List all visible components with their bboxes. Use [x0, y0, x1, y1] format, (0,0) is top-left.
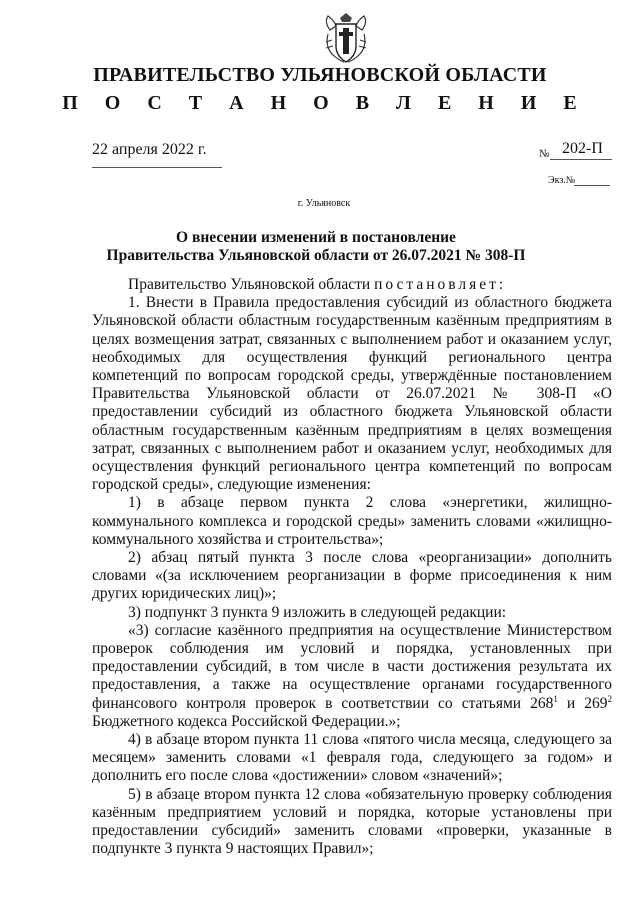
subject-line-2: Правительства Ульяновской области от 26.07.2021 № 308-П: [106, 247, 526, 264]
document-body: [92, 276, 612, 859]
quote-part-c: Бюджетного кодекса Российской Федерации.»;: [92, 712, 401, 730]
superscript-1: 1: [553, 693, 558, 704]
subitem-1-paragraph: 1) в абзаце первом пункта 2 слова «энергетики, жилищно-коммунального комплекса и городской среды» заменить словами «жилищно-коммунального хозяйства и строительства»;: [92, 494, 612, 548]
item-1-paragraph: 1. Внести в Правила предоставления субсидий из областного бюджета Ульяновской области областным государственным казённым предприятиям в целях возмещения затрат, связанных с выполнением работ и оказанием услуг, необходимых для осуществления функций регионального центра компетенций по вопросам городской среды, утверждённые постановлением Правительства Ульяновской области от 26.07.2021 № 308-П «О предоставлении субсидий из областного бюджета Ульяновской области областным государственным казённым предприятиям в целях возмещения затрат, связанных с выполнением работ и оказанием услуг, необходимых для осуществления функций регионального центра компетенций по вопросам городской среды», следующие изменения:: [92, 294, 612, 494]
subitem-3-paragraph: 3) подпункт 3 пункта 9 изложить в следующей редакции:: [128, 603, 507, 621]
document-subject: [92, 229, 540, 265]
superscript-2: 2: [607, 693, 612, 704]
document-number: 202-П: [562, 140, 603, 157]
subject-line-1: О внесении изменений в постановление: [176, 229, 456, 246]
document-date: 22 апреля 2022 г.: [92, 141, 207, 158]
city-name: г. Ульяновск: [297, 198, 351, 209]
subitem-4-paragraph: 4) в абзаце втором пункта 11 слова «пятого числа месяца, следующего за месяцем» заменить словами «1 февраля года, следующего за годом» и дополнить его после слова «достижении» словом «значений»;: [92, 731, 612, 785]
intro-verb: постановляет:: [374, 276, 507, 293]
intro-prefix: Правительство Ульяновской области: [128, 276, 371, 293]
subitem-2-paragraph: 2) абзац пятый пункта 3 после слова «реорганизации» дополнить словами «(за исключением реорганизации в форме присоединения к ним других юридических лиц)»;: [92, 549, 612, 603]
quote-part-a: «3) согласие казённого предприятия на осуществление Министерством проверок соблюдения им условий и порядка, установленных при предоставлении субсидий, в том числе в части достижения результата их предоставления, а также на осуществление органами государственного финансового контроля проверок в соответствии со статьями 268: [92, 621, 612, 712]
number-sign: №: [539, 148, 550, 160]
date-underline: [92, 167, 222, 168]
intro-paragraph: [92, 276, 612, 294]
subitem-5-paragraph: 5) в абзаце втором пункта 12 слова «обязательную проверку соблюдения казённым предприятием условий и порядка, которые установлены при предоставлении субсидий» заменить словами «проверки, указанные в подпункте 3 пункта 9 настоящих Правил»;: [92, 785, 612, 858]
copy-number-label: Экз.№: [548, 175, 576, 186]
copy-number-underline: [574, 185, 610, 186]
organization-title: ПРАВИТЕЛЬСТВО УЛЬЯНОВСКОЙ ОБЛАСТИ: [93, 64, 547, 86]
quote-part-b: и 269: [557, 694, 608, 712]
coat-of-arms-emblem: [322, 12, 370, 66]
subitem-3-quote-paragraph: [92, 622, 612, 731]
number-underline: [550, 159, 612, 160]
document-type-title: П О С Т А Н О В Л Е Н И Е: [62, 92, 588, 114]
